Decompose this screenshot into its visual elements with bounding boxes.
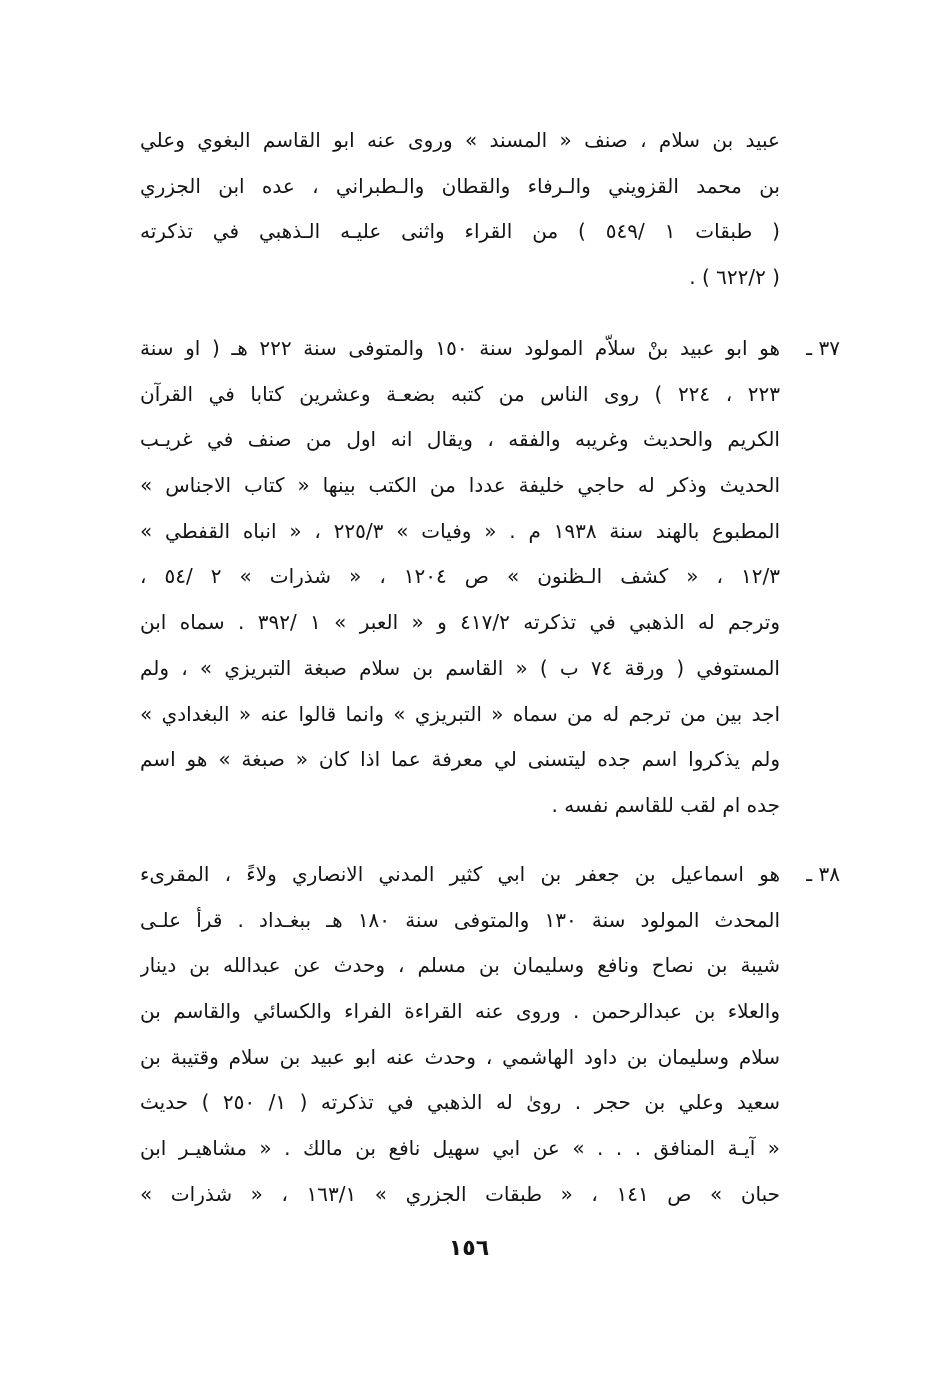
footnote-38 (140, 852, 840, 1218)
text-line: ولم يذكروا اسم جده ليتسنى لي معرفة عما اذا كان « صبغة » هو اسم (140, 747, 780, 772)
text-line: ١٢/٣ ، « كشف الـظنون » ص ١٢٠٤ ، « شذرات » ٢ /٥٤ ، (140, 564, 780, 589)
text-line: الكريم والحديث وغريبه والفقه ، ويقال انه اول من صنف في غريـب (140, 427, 780, 452)
text-line: عبيد بن سلام ، صنف « المسند » وروى عنه ابو القاسم البغوي وعلي (140, 128, 780, 152)
text-line: سعيد وعلي بن حجر . روىٰ له الذهبي في تذكرته ( ١/ ٢٥٠ ) حديث (140, 1090, 780, 1115)
text-line: حبان » ص ١٤١ ، « طبقات الجزري » ١٦٣/١ ، « شذرات » (140, 1181, 780, 1206)
footnote-number: ٣٧ ـ (806, 336, 840, 360)
text-line: المطبوع بالهند سنة ١٩٣٨ م . « وفيات » ٢٢٥/٣ ، « انباه القفطي » (140, 518, 780, 543)
text-line: بن محمد القزويني والـرفاء والقطان والـطبراني ، عده ابن الجزري (140, 173, 780, 198)
text-line: اجد بين من ترجم له من سماه « التبريزي » وانما قالوا عنه « البغدادي » (140, 701, 780, 726)
footnote-37 (140, 326, 840, 829)
page-number: ١٥٦ (448, 1236, 490, 1261)
text-line: ( طبقات ١ /٥٤٩ ) من القراء واثنى عليـه الـذهبي في تذكرته (140, 219, 780, 244)
text-line: والعلاء بن عبدالرحمن . وروى عنه القراءة الفراء والكسائي والقاسم بن (140, 999, 780, 1024)
text-line: ٢٢٣ ، ٢٢٤ ) روى الناس من كتبه بضعـة وعشرين كتابا في القرآن (140, 381, 780, 406)
text-line: المستوفي ( ورقة ٧٤ ب ) « القاسم بن سلام صبغة التبريزي » ، ولم (140, 655, 780, 680)
text-line: شيبة بن نصاح ونافع وسليمان بن مسلم ، وحدث عن عبدالله بن دينار (140, 953, 780, 978)
footnote-number: ٣٨ ـ (806, 862, 840, 886)
text-line: « آيـة المنافق . . . » عن ابي سهيل نافع بن مالك . « مشاهيـر ابن (140, 1136, 780, 1161)
text-line: ( ٦٢٢/٢ ) . (689, 265, 780, 290)
text-line: سلام وسليمان بن داود الهاشمي ، وحدث عنه ابو عبيد بن سلام وقتيبة بن (140, 1044, 780, 1069)
text-line: وترجم له الذهبي في تذكرته ٤١٧/٢ و « العبر » ١ /٣٩٢ . سماه ابن (140, 610, 780, 635)
text-line: هو اسماعيل بن جعفر بن ابي كثير المدني الانصاري ولاءً ، المقرىء (140, 862, 780, 886)
footnote-paragraph-continuation (140, 118, 780, 301)
text-line: هو ابو عبيد بنْ سلاّم المولود سنة ١٥٠ والمتوفى سنة ٢٢٢ هـ ( او سنة (140, 336, 780, 360)
text-line: المحدث المولود سنة ١٣٠ والمتوفى سنة ١٨٠ هـ ببغـداد . قرأ علـى (140, 907, 780, 932)
text-line: الحديث وذكر له حاجي خليفة عددا من الكتب بينها « كتاب الاجناس » (140, 473, 780, 498)
text-line: جده ام لقب للقاسم نفسه . (551, 792, 780, 817)
